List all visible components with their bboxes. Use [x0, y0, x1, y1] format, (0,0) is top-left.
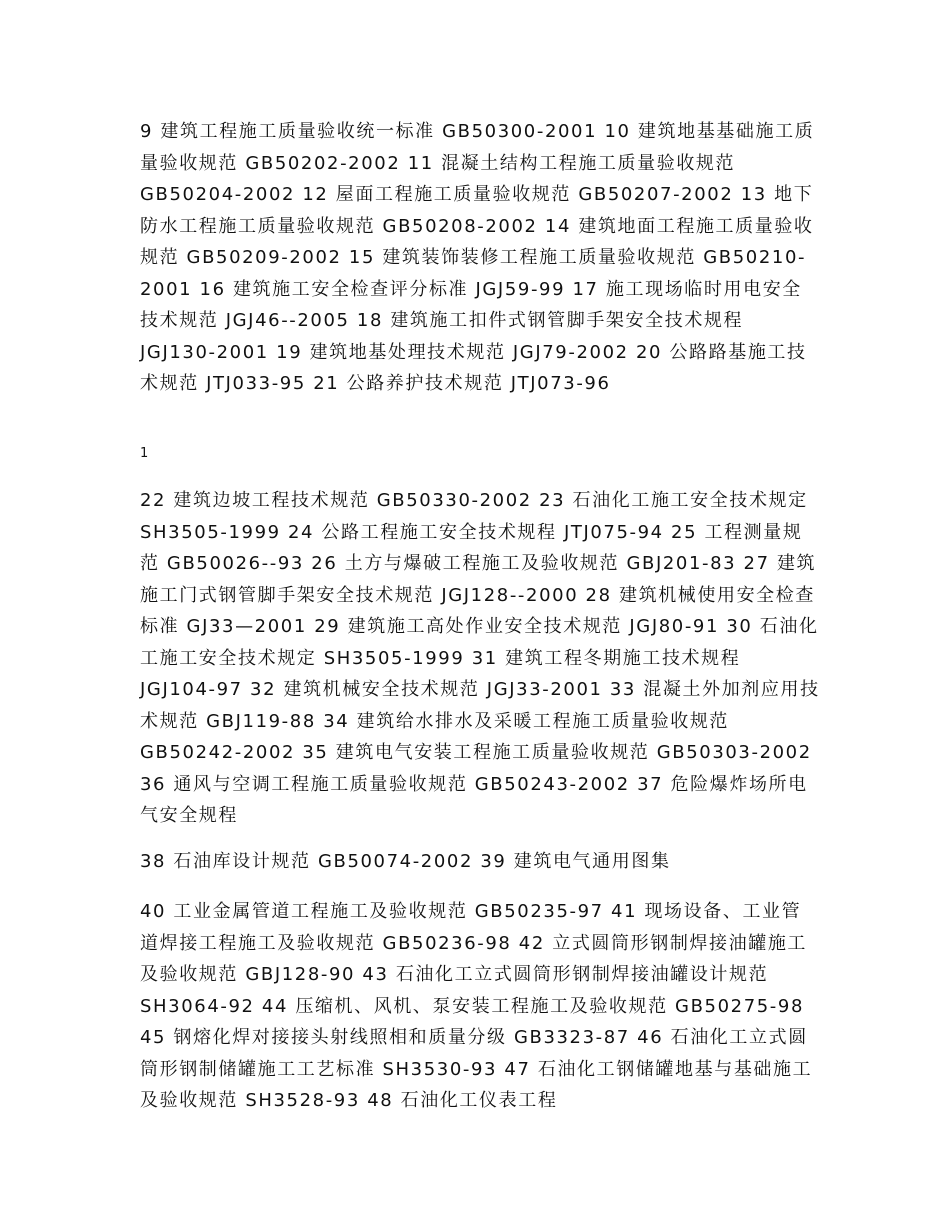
standards-list-paragraph-1: 9 建筑工程施工质量验收统一标准 GB50300-2001 10 建筑地基基础施工质量验收规范 GB50202-2002 11 混凝土结构工程施工质量验收规范 GB50204-2002 12 屋面工程施工质量验收规范 GB50207-2002 13 地下防水工程施工质量验收规范 GB50208-2002 14 建筑地面工程施工质量验收规范 GB50209-2002 15 建筑装饰装修工程施工质量验收规范 GB50210-2001 16 建筑施工安全检查评分标准 JGJ59-99 17 施工现场临时用电安全技术规范 JGJ46--2005 18 建筑施工扣件式钢管脚手架安全技术规程 JGJ130-2001 19 建筑地基处理技术规范 JGJ79-2002 20 公路路基施工技术规范 JTJ033-95 21 公路养护技术规范 JTJ073-96 [140, 121, 815, 394]
standards-list-paragraph-4: 40 工业金属管道工程施工及验收规范 GB50235-97 41 现场设备、工业管道焊接工程施工及验收规范 GB50236-98 42 立式圆筒形钢制焊接油罐施工及验收规范 GBJ128-90 43 石油化工立式圆筒形钢制焊接油罐设计规范 SH3064-92 44 压缩机、风机、泵安装工程施工及验收规范 GB50275-98 45 钢熔化焊对接接头射线照相和质量分级 GB3323-87 46 石油化工立式圆筒形钢制储罐施工工艺标准 SH3530-93 47 石油化工钢储罐地基与基础施工及验收规范 SH3528-93 48 石油化工仪表工程 [140, 901, 813, 1111]
standards-list-paragraph-2: 22 建筑边坡工程技术规范 GB50330-2002 23 石油化工施工安全技术规定 SH3505-1999 24 公路工程施工安全技术规程 JTJ075-94 25 工程测量规范 GB50026--93 26 土方与爆破工程施工及验收规范 GBJ201-83 27 建筑施工门式钢管脚手架安全技术规范 JGJ128--2000 28 建筑机械使用安全检查标准 GJ33—2001 29 建筑施工高处作业安全技术规范 JGJ80-91 30 石油化工施工安全技术规定 SH3505-1999 31 建筑工程冬期施工技术规程 JGJ104-97 32 建筑机械安全技术规范 JGJ33-2001 33 混凝土外加剂应用技术规范 GBJ119-88 34 建筑给水排水及采暖工程施工质量验收规范 GB50242-2002 35 建筑电气安装工程施工质量验收规范 GB50303-2002 36 通风与空调工程施工质量验收规范 GB50243-2002 37 危险爆炸场所电气安全规程 [140, 490, 820, 826]
page-number: 1 [140, 446, 149, 461]
standards-list-paragraph-3: 38 石油库设计规范 GB50074-2002 39 建筑电气通用图集 [140, 851, 671, 872]
